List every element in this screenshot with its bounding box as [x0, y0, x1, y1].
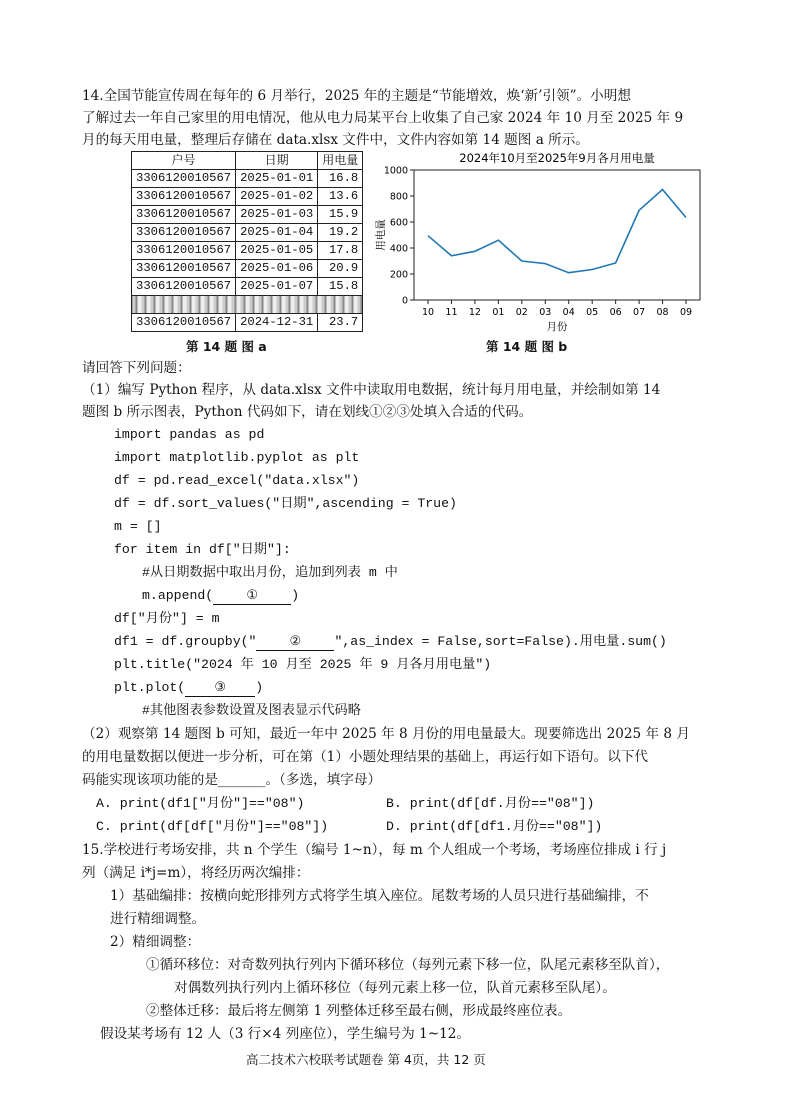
q15-step1-line-1: 1）基础编排：按横向蛇形排列方式将学生填入座位。尾数考场的人员只进行基础编排，不 — [110, 888, 649, 904]
table-row — [132, 260, 363, 278]
code-line-7: #从日期数据中取出月份，追加到列表 m 中 — [142, 565, 398, 580]
code-line-6: for item in df["日期"]: — [114, 542, 291, 557]
table-row — [132, 188, 363, 206]
x-tick-label: 06 — [609, 307, 622, 318]
chart-plot-frame — [414, 170, 700, 300]
part2-line-2: 的用电量数据以便进一步分析，可在第（1）小题处理结果的基础上，再运行如下语句。以下代 — [82, 749, 648, 765]
q15-sub1-line-1: ①循环移位：对奇数列执行列内下循环移位（每列元素下移一位，队尾元素移至队首）， — [146, 957, 670, 973]
omitted-rows-squiggle — [132, 296, 363, 314]
code-line-2: import matplotlib.pyplot as plt — [114, 450, 360, 465]
fill-blank-2[interactable]: ② — [256, 634, 334, 651]
x-tick-label: 08 — [656, 307, 669, 318]
x-tick-label: 03 — [539, 307, 552, 318]
table-cell: 19.2 — [318, 224, 363, 242]
table-row — [132, 314, 363, 332]
table-cell: 15.8 — [318, 278, 363, 296]
y-tick-label: 800 — [389, 191, 408, 203]
table-break-marker — [132, 296, 363, 314]
table-cell: 2025-01-05 — [236, 242, 318, 260]
option-c: C. print(df[df["月份"]=="08"]) — [96, 819, 329, 834]
part2-line-3: 码能实现该项功能的是_______。（多选，填字母） — [82, 772, 382, 788]
y-tick-label: 1000 — [383, 165, 408, 177]
code-line-8 — [142, 586, 299, 606]
table-cell: 3306120010567 — [132, 170, 236, 188]
table-cell: 15.9 — [318, 206, 363, 224]
q15-sub2: ②整体迁移：最后将左侧第 1 列整体迁移至最右侧，形成最终座位表。 — [146, 1003, 572, 1019]
page-footer: 高二技术六校联考试题卷 第 4页，共 12 页 — [246, 1052, 486, 1067]
q14-intro-line-3: 月的每天用电量，整理后存储在 data.xlsx 文件中，文件内容如第 14 题图 a 所示。 — [82, 132, 589, 148]
chart-series-line — [428, 190, 686, 273]
table-cell: 3306120010567 — [132, 314, 236, 332]
table-cell: 16.8 — [318, 170, 363, 188]
table-cell: 17.8 — [318, 242, 363, 260]
table-cell: 3306120010567 — [132, 260, 236, 278]
fill-blank-3[interactable]: ③ — [185, 680, 255, 697]
table-row — [132, 242, 363, 260]
q14-intro-line-2: 了解过去一年自己家里的用电情况，他从电力局某平台上收集了自己家 2024 年 10 月至 2025 年 9 — [82, 110, 684, 126]
q15-line-2: 列（满足 i*j=m），将经历两次编排： — [82, 865, 310, 881]
chart-y-axis — [384, 166, 414, 307]
table-row — [132, 278, 363, 296]
code-12-prefix: plt.plot( — [114, 680, 186, 695]
code-10-prefix: df1 = df.groupby(" — [114, 634, 257, 649]
code-line-12 — [114, 678, 263, 698]
table-cell: 2024-12-31 — [236, 314, 318, 332]
q15-assumption: 假设某考场有 12 人（3 行×4 列座位），学生编号为 1~12。 — [100, 1026, 471, 1042]
code-8-prefix: m.append( — [142, 588, 214, 603]
chart-x-label: 月份 — [546, 321, 568, 333]
code-10-suffix: ",as_index = False,sort=False).用电量.sum() — [334, 634, 667, 649]
table-cell: 3306120010567 — [132, 206, 236, 224]
code-line-10 — [114, 632, 667, 652]
table-cell: 23.7 — [318, 314, 363, 332]
table-cell: 13.6 — [318, 188, 363, 206]
q15-sub1-line-2: 对偶数列执行列内上循环移位（每列元素上移一位，队首元素移至队尾）。 — [174, 980, 616, 996]
chart-title: 2024年10月至2025年9月各月用电量 — [459, 151, 655, 165]
code-line-11: plt.title("2024 年 10 月至 2025 年 9 月各月用电量") — [114, 657, 492, 672]
caption-figure-b: 第 14 题 图 b — [486, 339, 568, 354]
table-cell: 2025-01-07 — [236, 278, 318, 296]
chart-x-axis — [422, 300, 692, 318]
y-tick-label: 0 — [401, 295, 408, 307]
table-cell: 3306120010567 — [132, 188, 236, 206]
table-cell: 2025-01-06 — [236, 260, 318, 278]
option-d: D. print(df[df1.月份=="08"]) — [386, 819, 603, 834]
q15-line-1: 15.学校进行考场安排，共 n 个学生（编号 1~n），每 m 个人组成一个考场，考场座位排成 i 行 j — [82, 842, 667, 858]
y-tick-label: 600 — [389, 217, 408, 229]
q15-step2: 2）精细调整： — [110, 934, 201, 950]
chart-y-label: 用电量 — [375, 219, 387, 251]
y-tick-label: 200 — [389, 269, 408, 281]
x-tick-label: 11 — [445, 307, 458, 318]
table-header-date: 日期 — [236, 152, 318, 170]
q15-step1-line-2: 进行精细调整。 — [110, 911, 206, 927]
table-cell: 2025-01-04 — [236, 224, 318, 242]
table-row — [132, 224, 363, 242]
code-line-1: import pandas as pd — [114, 427, 265, 442]
code-line-9: df["月份"] = m — [114, 611, 220, 626]
x-tick-label: 01 — [492, 307, 505, 318]
table-cell: 20.9 — [318, 260, 363, 278]
table-header-account: 户号 — [132, 152, 236, 170]
table-cell: 3306120010567 — [132, 278, 236, 296]
x-tick-label: 12 — [468, 307, 481, 318]
table-header-usage: 用电量 — [318, 152, 363, 170]
table-cell: 2025-01-02 — [236, 188, 318, 206]
option-a: A. print(df1["月份"]=="08") — [96, 796, 305, 811]
x-tick-label: 05 — [586, 307, 599, 318]
monthly-usage-line-chart — [372, 150, 693, 345]
part2-line-1: （2）观察第 14 题图 b 可知，最近一年中 2025 年 8 月份的用电量最大。现要筛选出 2025 年 8 月 — [82, 726, 690, 742]
table-row — [132, 206, 363, 224]
x-tick-label: 02 — [515, 307, 528, 318]
table-row — [132, 170, 363, 188]
y-tick-label: 400 — [389, 243, 408, 255]
fill-blank-1[interactable]: ① — [213, 588, 291, 605]
part1-line-2: 题图 b 所示图表，Python 代码如下，请在划线①②③处填入合适的代码。 — [82, 404, 533, 420]
caption-figure-a: 第 14 题 图 a — [186, 339, 267, 354]
code-line-5: m = [] — [114, 519, 162, 534]
x-tick-label: 07 — [633, 307, 646, 318]
q14-data-table — [131, 151, 363, 332]
code-line-13: #其他图表参数设置及图表显示代码略 — [142, 703, 361, 718]
x-tick-label: 04 — [562, 307, 575, 318]
q14-intro-line-1: 14.全国节能宣传周在每年的 6 月举行，2025 年的主题是“节能增效，焕‘新’引领”。小明想 — [82, 88, 631, 104]
part1-line-1: （1）编写 Python 程序，从 data.xlsx 文件中读取用电数据，统计每月用电量，并绘制如第 14 — [82, 382, 661, 398]
table-cell: 2025-01-03 — [236, 206, 318, 224]
code-line-3: df = pd.read_excel("data.xlsx") — [114, 473, 360, 488]
table-cell: 2025-01-01 — [236, 170, 318, 188]
code-line-4: df = df.sort_values("日期",ascending = True) — [114, 496, 457, 511]
x-tick-label: 10 — [421, 307, 435, 318]
x-tick-label: 09 — [679, 307, 693, 318]
code-12-suffix: ) — [255, 680, 264, 695]
table-cell: 3306120010567 — [132, 224, 236, 242]
option-b: B. print(df[df.月份=="08"]) — [386, 796, 595, 811]
answer-prompt: 请回答下列问题： — [82, 360, 191, 376]
code-8-suffix: ) — [291, 588, 300, 603]
table-cell: 3306120010567 — [132, 242, 236, 260]
